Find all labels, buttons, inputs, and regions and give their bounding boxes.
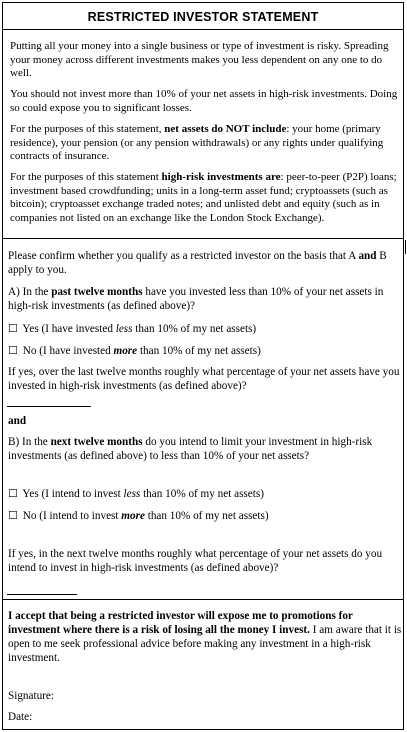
confirm-intro-bold: and xyxy=(358,250,377,262)
question-a-followup-text: If yes, over the last twelve months roughly what percentage of your net assets have you invested in high-risk investments (as defined above)? xyxy=(8,366,400,392)
option-b-no[interactable] xyxy=(8,509,404,523)
acceptance-rest: I am aware that it is open to me seek professional advice before making any investment in a high-risk investment. xyxy=(8,624,402,664)
intro-section xyxy=(2,30,404,239)
question-b-followup xyxy=(8,547,404,575)
risk-paragraph-text: Putting all your money into a single business or type of investment is risky. Spreading your money across different investments makes you less dependent on any one to do well. xyxy=(10,40,389,79)
option-b-yes-em: less xyxy=(123,488,141,500)
question-b-post: do you intend to limit your investment in high-risk investments (as defined above) to less than 10% of your net assets? xyxy=(8,436,373,462)
option-b-yes-post: than 10% of my net assets) xyxy=(140,488,264,500)
question-a xyxy=(8,285,404,313)
limit-paragraph xyxy=(10,88,400,115)
question-b-bold: next twelve months xyxy=(50,436,143,448)
option-b-yes-pre: Yes (I intend to invest xyxy=(22,488,124,500)
option-a-no-post: than 10% of my net assets) xyxy=(137,345,261,357)
restricted-investor-statement-form xyxy=(2,2,404,730)
question-b-followup-text: If yes, in the next twelve months roughly what percentage of your net assets do you intend to invest in high-risk investments (as defined above)? xyxy=(8,548,383,574)
limit-paragraph-text: You should not invest more than 10% of your net assets in high-risk investments. Doing so could expose you to significant losses. xyxy=(10,88,398,114)
option-a-yes-post: than 10% of my net assets) xyxy=(132,323,257,335)
question-a-post: have you invested less than 10% of your net assets in high-risk investments (as defined above)? xyxy=(8,286,384,312)
question-b-pre: B) In the xyxy=(8,436,51,448)
option-a-no-pre: No (I have invested xyxy=(22,345,114,357)
confirmation-section xyxy=(2,239,404,600)
net-assets-pre: For the purposes of this statement, xyxy=(10,123,165,135)
option-b-no-post: than 10% of my net assets) xyxy=(144,510,269,522)
acceptance-statement xyxy=(8,609,404,665)
option-b-no-em: more xyxy=(121,510,145,522)
confirm-intro-pre: Please confirm whether you qualify as a restricted investor on the basis that A xyxy=(8,250,359,262)
net-assets-bold: net assets do NOT include xyxy=(164,123,287,135)
and-label-text: and xyxy=(8,415,27,427)
acceptance-section xyxy=(2,600,404,730)
margin-mark xyxy=(405,240,406,254)
checkbox-icon[interactable]: ☐ xyxy=(8,323,19,335)
acceptance-bold: I accept that being a restricted investor will expose me to promotions for investment where there is a risk of losing all the money I invest. xyxy=(8,610,353,636)
checkbox-icon[interactable]: ☐ xyxy=(8,345,19,357)
option-a-yes[interactable] xyxy=(8,322,404,336)
question-a-bold: past twelve months xyxy=(51,286,143,298)
answer-a-line[interactable] xyxy=(7,406,91,407)
high-risk-definition xyxy=(10,171,400,225)
and-label xyxy=(8,414,404,428)
signature-field[interactable] xyxy=(8,689,404,703)
high-risk-pre: For the purposes of this statement xyxy=(10,171,162,183)
checkbox-icon[interactable]: ☐ xyxy=(8,488,19,500)
answer-b-line[interactable] xyxy=(7,594,77,595)
checkbox-icon[interactable]: ☐ xyxy=(8,510,19,522)
option-a-yes-pre: Yes (I have invested xyxy=(22,323,116,335)
question-a-pre: A) In the xyxy=(8,286,52,298)
confirm-intro-post: B apply to you. xyxy=(8,250,387,276)
high-risk-post: : peer-to-peer (P2P) loans; investment based crowdfunding; units in a long-term asset fund; cryptoassets (such as bitcoin); cryptoasset exchange traded notes; and unlisted debt and equity (such as in companies not listed on an exchange like the London Stock Exchange). xyxy=(10,171,397,224)
question-b xyxy=(8,435,404,463)
confirm-intro xyxy=(8,249,404,277)
signature-label: Signature: xyxy=(8,690,54,702)
date-label: Date: xyxy=(8,711,33,723)
title-box xyxy=(2,2,404,30)
option-a-no[interactable] xyxy=(8,344,404,358)
option-b-yes[interactable] xyxy=(8,487,404,501)
date-field[interactable] xyxy=(8,710,404,724)
form-title: RESTRICTED INVESTOR STATEMENT xyxy=(87,10,319,24)
net-assets-post: : your home (primary residence), your pension (or any pension withdrawals) or any rights under qualifying contracts of insurance. xyxy=(10,123,384,162)
question-a-followup xyxy=(8,365,404,393)
high-risk-bold: high-risk investments are xyxy=(161,171,281,183)
net-assets-definition xyxy=(10,123,400,164)
option-b-no-pre: No (I intend to invest xyxy=(22,510,122,522)
option-a-yes-em: less xyxy=(115,323,133,335)
option-a-no-em: more xyxy=(113,345,138,357)
risk-paragraph xyxy=(10,40,400,81)
